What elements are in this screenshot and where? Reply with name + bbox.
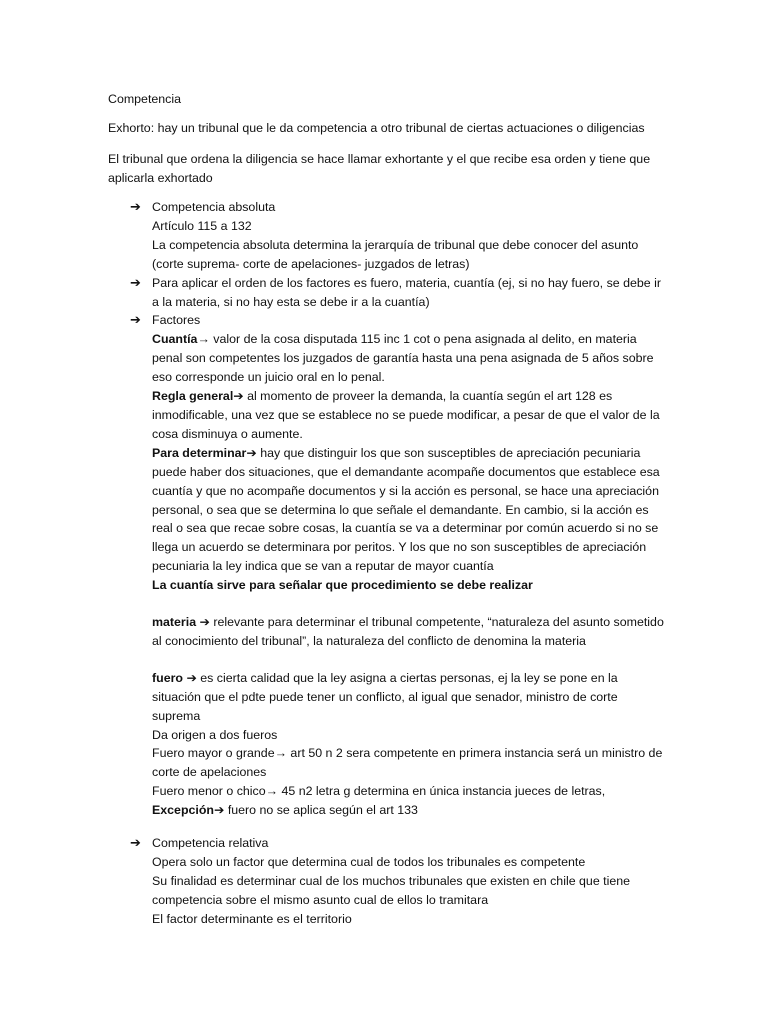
regla-general-paragraph	[152, 387, 668, 444]
absoluta-heading: Competencia absoluta	[152, 200, 276, 214]
document-body	[108, 90, 668, 929]
bullet-list	[108, 198, 668, 929]
arrow-bullet-icon: ➔	[130, 312, 141, 328]
exhorto-definition: Exhorto: hay un tribunal que le da competencia a otro tribunal de ciertas actuaciones o diligencias	[108, 121, 645, 135]
absoluta-articulo: Artículo 115 a 132	[152, 218, 252, 233]
relativa-line-2: Su finalidad es determinar cual de los muchos tribunales que existen en chile que tiene competencia sobre el mismo asunto cual de ellos lo tramitara	[152, 873, 631, 907]
regla-general-label: Regla general	[152, 389, 234, 404]
da-origen-line: Da origen a dos fueros	[152, 727, 278, 742]
excepcion-text: fuero no se aplica según el art 133	[224, 803, 418, 818]
relativa-heading: Competencia relativa	[152, 836, 269, 851]
absoluta-description: La competencia absoluta determina la jerarquía de tribunal que debe conocer del asunto (corte suprema- corte de apelaciones- juzgados de letras)	[152, 237, 639, 271]
fuero-paragraph	[152, 669, 668, 726]
spacer	[152, 595, 668, 613]
arrow-bullet-icon: ➔	[130, 199, 141, 214]
para-determinar-paragraph	[152, 444, 668, 576]
para-determinar-text: hay que distinguir los que son susceptibles de apreciación pecuniaria puede haber dos situaciones, que el demandante acompañe documentos que establece esa cuantía y que no acompañe documentos y si la acción es personal, se hace una apreciación personal, o sea que se determina lo que señale el demandante. En cambio, si la acción es real o sea que recae sobre cosas, la cuantía se va a determinar por común acuerdo si no se llega un acuerdo se determinara por peritos. Y los que no son susceptibles de apreciación pecuniaria la ley indica que se van a reputar de mayor cuantía	[152, 445, 660, 574]
bold-arrow-icon: ➔	[213, 803, 225, 818]
bold-arrow-icon: ➔	[199, 615, 210, 630]
materia-text: relevante para determinar el tribunal competente, “naturaleza del asunto sometido al conocimiento del tribunal”, la naturaleza del conflicto de denomina la materia	[152, 615, 664, 648]
bold-arrow-icon: ➔	[233, 389, 244, 404]
cuantia-paragraph	[152, 330, 668, 387]
para-determinar-label: Para determinar	[152, 445, 247, 460]
fuero-label: fuero	[152, 670, 183, 685]
cuantia-sirve-line: La cuantía sirve para señalar que procedimiento se debe realizar	[152, 578, 533, 593]
tribunal-paragraph: El tribunal que ordena la diligencia se hace llamar exhortante y el que recibe esa orden y tiene que aplicarla exhortado	[108, 152, 651, 185]
excepcion-line	[152, 801, 668, 820]
fuero-mayor-line: Fuero mayor o grande→ art 50 n 2 sera competente en primera instancia será un ministro de corte de apelaciones	[152, 746, 663, 780]
bullet-competencia-absoluta	[108, 198, 668, 274]
bullet-orden-factores	[108, 274, 668, 312]
fuero-text: es cierta calidad que la ley asigna a ciertas personas, ej la ley se pone en la situación que el pdte puede tener un conflicto, al igual que senador, ministro de corte suprema	[152, 670, 618, 723]
arrow-bullet-icon: ➔	[130, 274, 141, 290]
fuero-menor-line: Fuero menor o chico→ 45 n2 letra g determina en única instancia jueces de letras,	[152, 784, 606, 799]
cuantia-label: Cuantía	[152, 332, 198, 347]
excepcion-label: Excepción	[152, 803, 214, 818]
arrow-bullet-icon: ➔	[130, 835, 141, 851]
regla-general-text: al momento de proveer la demanda, la cuantía según el art 128 es inmodificable, una vez que se establece no se puede modificar, a pesar de que el valor de la cosa disminuya o aumente.	[152, 389, 660, 441]
orden-factores-text: Para aplicar el orden de los factores es fuero, materia, cuantía (ej, si no hay fuero, se debe ir a la materia, si no hay esta se debe ir a la cuantía)	[152, 275, 661, 309]
bold-arrow-icon: ➔	[186, 670, 197, 685]
bullet-factores	[108, 311, 668, 834]
bold-arrow-icon: ➔	[246, 445, 257, 460]
materia-label: materia	[152, 615, 197, 630]
relativa-line-3: El factor determinante es el territorio	[152, 911, 352, 926]
spacer	[152, 651, 668, 669]
right-arrow-icon: →	[197, 332, 210, 347]
bullet-competencia-relativa	[108, 834, 668, 929]
document-title: Competencia	[108, 92, 182, 106]
materia-paragraph	[152, 613, 668, 651]
spacer	[152, 820, 668, 834]
relativa-line-1: Opera solo un factor que determina cual de todos los tribunales es competente	[152, 855, 586, 869]
factores-heading: Factores	[152, 313, 201, 328]
cuantia-text: valor de la cosa disputada 115 inc 1 cot o pena asignada al delito, en materia penal son competentes los juzgados de garantía hasta una pena asignada de 5 años sobre eso corresponde un juicio oral en lo penal.	[152, 332, 654, 385]
